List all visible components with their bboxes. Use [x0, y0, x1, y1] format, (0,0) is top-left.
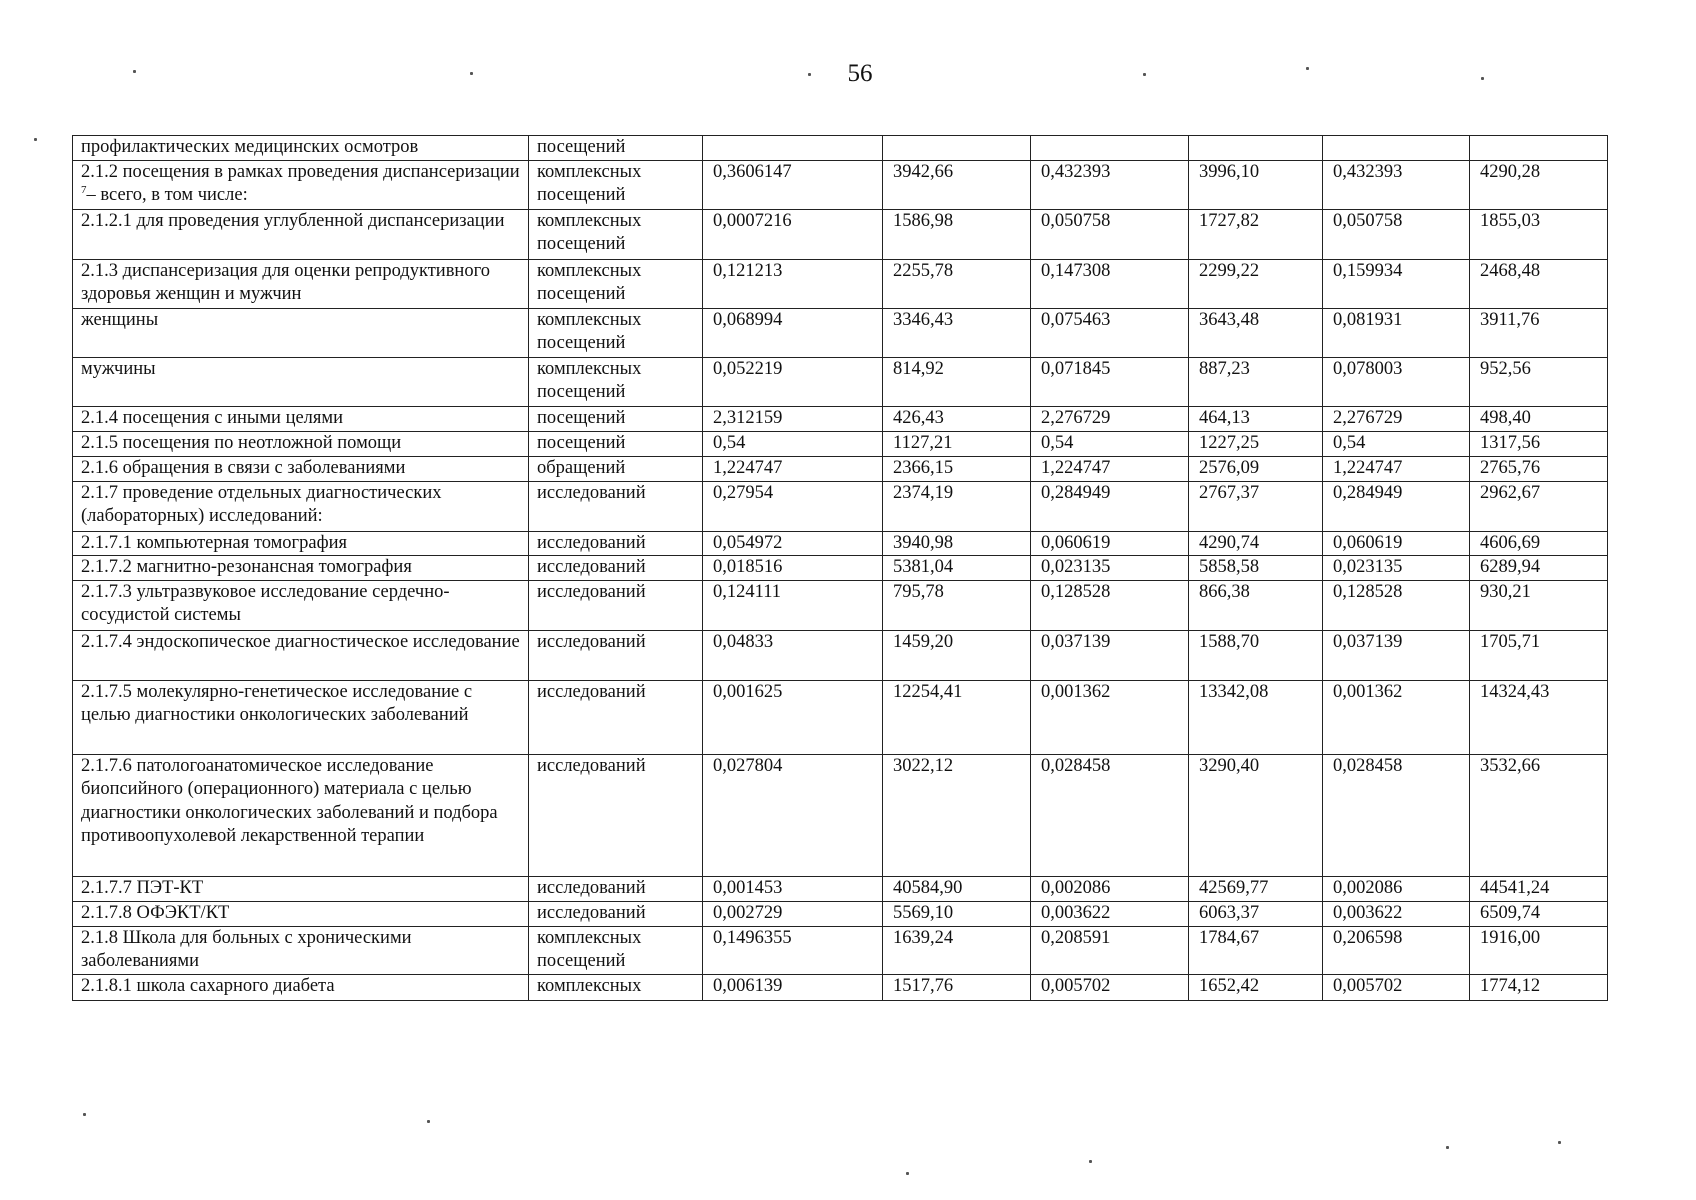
scan-speck — [1446, 1146, 1449, 1149]
unit-cell: комплексных посещений — [529, 259, 703, 308]
indicator-name: 2.1.8 Школа для больных с хроническими заболеваниями — [81, 927, 412, 971]
norm-volume-cell: 0,054972 — [703, 531, 883, 556]
indicator-name: 2.1.7.1 компьютерная томография — [81, 532, 348, 553]
norm-cost-cell: 14324,43 — [1470, 680, 1608, 754]
norm-cost-cell: 1639,24 — [883, 926, 1031, 974]
norm-volume-cell: 0,075463 — [1031, 308, 1189, 357]
scan-speck — [1306, 67, 1309, 70]
indicator-name: 2.1.2.1 для проведения углубленной диспансеризации — [81, 210, 505, 231]
scan-speck — [1481, 77, 1484, 80]
table-row — [73, 901, 1608, 926]
norm-cost-cell: 4290,74 — [1189, 531, 1323, 556]
norm-volume-cell: 0,04833 — [703, 630, 883, 680]
norm-volume-cell: 0,208591 — [1031, 926, 1189, 974]
indicator-cell — [73, 531, 529, 556]
norm-cost-cell: 1517,76 — [883, 974, 1031, 1000]
norm-volume-cell: 0,078003 — [1323, 357, 1470, 406]
norm-volume-cell: 0,027804 — [703, 754, 883, 876]
indicator-name: 2.1.3 диспансеризация для оценки репродуктивного здоровья женщин и мужчин — [81, 260, 490, 304]
scan-speck — [1143, 73, 1146, 76]
unit-cell: комплексных посещений — [529, 160, 703, 209]
indicator-name: 2.1.5 посещения по неотложной помощи — [81, 432, 402, 453]
norm-cost-cell: 426,43 — [883, 406, 1031, 431]
norm-cost-cell: 5858,58 — [1189, 556, 1323, 581]
norm-volume-cell: 2,276729 — [1323, 406, 1470, 431]
unit-cell: исследований — [529, 531, 703, 556]
norm-cost-cell: 3022,12 — [883, 754, 1031, 876]
indicator-name: 2.1.7.5 молекулярно-генетическое исследование с целью диагностики онкологических заболеваний — [81, 681, 473, 725]
norm-volume-cell: 0,037139 — [1323, 630, 1470, 680]
norm-volume-cell: 0,432393 — [1031, 160, 1189, 209]
indicator-name: 2.1.7 проведение отдельных диагностических (лабораторных) исследований: — [81, 482, 442, 526]
norm-volume-cell — [1323, 136, 1470, 161]
indicator-name: 2.1.7.7 ПЭТ-КТ — [81, 877, 204, 898]
table-row — [73, 580, 1608, 630]
unit-cell: комплексных — [529, 974, 703, 1000]
norm-cost-cell: 40584,90 — [883, 876, 1031, 901]
scan-speck — [34, 138, 37, 141]
norm-volume-cell: 0,284949 — [1323, 481, 1470, 531]
norm-cost-cell: 866,38 — [1189, 580, 1323, 630]
norm-cost-cell: 3643,48 — [1189, 308, 1323, 357]
norm-volume-cell: 1,224747 — [703, 456, 883, 481]
norm-cost-cell: 2366,15 — [883, 456, 1031, 481]
norm-cost-cell: 2767,37 — [1189, 481, 1323, 531]
norm-volume-cell: 2,312159 — [703, 406, 883, 431]
norm-cost-cell: 2962,67 — [1470, 481, 1608, 531]
indicator-cell — [73, 259, 529, 308]
norm-cost-cell: 13342,08 — [1189, 680, 1323, 754]
scan-speck — [808, 73, 811, 76]
norm-volume-cell: 0,432393 — [1323, 160, 1470, 209]
norm-cost-cell: 3290,40 — [1189, 754, 1323, 876]
norm-cost-cell: 1727,82 — [1189, 209, 1323, 259]
table-row — [73, 556, 1608, 581]
scan-speck — [1089, 1160, 1092, 1163]
norm-volume-cell: 0,071845 — [1031, 357, 1189, 406]
norm-cost-cell: 3532,66 — [1470, 754, 1608, 876]
norm-cost-cell: 2468,48 — [1470, 259, 1608, 308]
scan-speck — [83, 1113, 86, 1116]
norm-cost-cell: 498,40 — [1470, 406, 1608, 431]
norm-volume-cell: 0,018516 — [703, 556, 883, 581]
unit-cell: посещений — [529, 406, 703, 431]
indicator-cell — [73, 209, 529, 259]
norm-cost-cell: 6289,94 — [1470, 556, 1608, 581]
norm-cost-cell: 4290,28 — [1470, 160, 1608, 209]
scan-speck — [906, 1172, 909, 1175]
norm-cost-cell: 930,21 — [1470, 580, 1608, 630]
indicator-name: профилактических медицинских осмотров — [81, 137, 419, 157]
norm-volume-cell: 0,128528 — [1323, 580, 1470, 630]
table-row — [73, 456, 1608, 481]
indicator-cell — [73, 926, 529, 974]
table-row — [73, 876, 1608, 901]
indicator-cell — [73, 680, 529, 754]
table-row — [73, 630, 1608, 680]
norm-volume-cell: 0,052219 — [703, 357, 883, 406]
unit-cell: исследований — [529, 876, 703, 901]
norm-volume-cell: 0,068994 — [703, 308, 883, 357]
norm-volume-cell: 0,206598 — [1323, 926, 1470, 974]
scan-speck — [470, 72, 473, 75]
indicator-name: 2.1.8.1 школа сахарного диабета — [81, 975, 335, 996]
footnote-mark: 7 — [81, 183, 87, 196]
norm-volume-cell — [703, 136, 883, 161]
norm-volume-cell: 0,060619 — [1031, 531, 1189, 556]
norm-cost-cell: 5569,10 — [883, 901, 1031, 926]
norm-cost-cell: 5381,04 — [883, 556, 1031, 581]
norm-cost-cell: 1317,56 — [1470, 431, 1608, 456]
norm-volume-cell: 0,050758 — [1031, 209, 1189, 259]
norm-volume-cell: 0,005702 — [1031, 974, 1189, 1000]
indicator-cell — [73, 901, 529, 926]
norm-volume-cell: 0,3606147 — [703, 160, 883, 209]
unit-cell: комплексных посещений — [529, 308, 703, 357]
norm-cost-cell: 2576,09 — [1189, 456, 1323, 481]
norm-cost-cell: 464,13 — [1189, 406, 1323, 431]
table-row — [73, 357, 1608, 406]
norm-volume-cell: 0,1496355 — [703, 926, 883, 974]
table-row — [73, 209, 1608, 259]
indicator-cell — [73, 308, 529, 357]
norm-volume-cell — [1031, 136, 1189, 161]
norm-volume-cell: 0,001625 — [703, 680, 883, 754]
indicator-cell — [73, 876, 529, 901]
table-row — [73, 481, 1608, 531]
norm-volume-cell: 0,005702 — [1323, 974, 1470, 1000]
norm-volume-cell: 0,028458 — [1323, 754, 1470, 876]
indicator-cell — [73, 406, 529, 431]
norm-cost-cell: 3996,10 — [1189, 160, 1323, 209]
norm-volume-cell: 0,128528 — [1031, 580, 1189, 630]
indicator-cell — [73, 630, 529, 680]
unit-cell: посещений — [529, 431, 703, 456]
norm-volume-cell: 0,002086 — [1031, 876, 1189, 901]
norm-volume-cell: 0,159934 — [1323, 259, 1470, 308]
indicator-name: мужчины — [81, 358, 156, 379]
indicator-cell — [73, 357, 529, 406]
table-row — [73, 926, 1608, 974]
norm-cost-cell: 3942,66 — [883, 160, 1031, 209]
unit-cell: исследований — [529, 556, 703, 581]
norm-cost-cell — [883, 136, 1031, 161]
norm-cost-cell: 952,56 — [1470, 357, 1608, 406]
norm-volume-cell: 0,050758 — [1323, 209, 1470, 259]
table-row — [73, 680, 1608, 754]
norm-volume-cell: 0,060619 — [1323, 531, 1470, 556]
norm-volume-cell: 0,002729 — [703, 901, 883, 926]
norm-cost-cell: 1916,00 — [1470, 926, 1608, 974]
unit-cell: исследований — [529, 680, 703, 754]
unit-cell: комплексных посещений — [529, 357, 703, 406]
norm-volume-cell: 1,224747 — [1031, 456, 1189, 481]
norm-volume-cell: 0,27954 — [703, 481, 883, 531]
norm-volume-cell: 0,006139 — [703, 974, 883, 1000]
norm-cost-cell: 3911,76 — [1470, 308, 1608, 357]
norm-cost-cell: 1705,71 — [1470, 630, 1608, 680]
norm-cost-cell: 42569,77 — [1189, 876, 1323, 901]
unit-cell: обращений — [529, 456, 703, 481]
indicator-name: 2.1.7.4 эндоскопическое диагностическое исследование — [81, 631, 520, 652]
norm-cost-cell: 887,23 — [1189, 357, 1323, 406]
table-row — [73, 259, 1608, 308]
norm-cost-cell: 3940,98 — [883, 531, 1031, 556]
indicator-name: 2.1.7.2 магнитно-резонансная томография — [81, 557, 412, 577]
norm-cost-cell: 1588,70 — [1189, 630, 1323, 680]
norm-cost-cell: 1855,03 — [1470, 209, 1608, 259]
norm-volume-cell: 0,001362 — [1031, 680, 1189, 754]
norm-volume-cell: 2,276729 — [1031, 406, 1189, 431]
norms-table — [72, 135, 1608, 1001]
norm-cost-cell: 2374,19 — [883, 481, 1031, 531]
unit-cell: исследований — [529, 580, 703, 630]
norm-volume-cell: 0,54 — [1323, 431, 1470, 456]
norm-volume-cell: 1,224747 — [1323, 456, 1470, 481]
indicator-name: 2.1.4 посещения с иными целями — [81, 407, 344, 428]
unit-cell: исследований — [529, 901, 703, 926]
unit-cell: комплексных посещений — [529, 209, 703, 259]
norm-volume-cell: 0,003622 — [1323, 901, 1470, 926]
indicator-name: женщины — [81, 309, 159, 330]
indicator-name-continuation: – всего, в том числе: — [86, 185, 248, 205]
indicator-name: 2.1.6 обращения в связи с заболеваниями — [81, 457, 406, 478]
indicator-name: 2.1.7.8 ОФЭКТ/КТ — [81, 902, 230, 923]
norm-volume-cell: 0,284949 — [1031, 481, 1189, 531]
norm-cost-cell: 1774,12 — [1470, 974, 1608, 1000]
norm-volume-cell: 0,003622 — [1031, 901, 1189, 926]
norm-cost-cell: 814,92 — [883, 357, 1031, 406]
indicator-cell — [73, 456, 529, 481]
norm-volume-cell: 0,023135 — [1031, 556, 1189, 581]
norm-volume-cell: 0,124111 — [703, 580, 883, 630]
scan-speck — [1558, 1141, 1561, 1144]
norm-cost-cell: 1586,98 — [883, 209, 1031, 259]
unit-cell: посещений — [529, 136, 703, 161]
indicator-cell — [73, 136, 529, 161]
table-row — [73, 531, 1608, 556]
norm-volume-cell: 0,0007216 — [703, 209, 883, 259]
indicator-cell — [73, 974, 529, 1000]
table-row — [73, 308, 1608, 357]
indicator-cell — [73, 580, 529, 630]
norm-cost-cell: 1784,67 — [1189, 926, 1323, 974]
indicator-cell — [73, 431, 529, 456]
norm-volume-cell: 0,147308 — [1031, 259, 1189, 308]
norm-cost-cell: 1127,21 — [883, 431, 1031, 456]
indicator-cell — [73, 754, 529, 876]
norm-cost-cell: 1652,42 — [1189, 974, 1323, 1000]
norm-cost-cell: 2765,76 — [1470, 456, 1608, 481]
table-row — [73, 754, 1608, 876]
table-row — [73, 136, 1608, 161]
page-number: 56 — [847, 60, 873, 87]
norm-volume-cell: 0,001362 — [1323, 680, 1470, 754]
indicator-name: 2.1.2 посещения в рамках проведения диспансеризации — [81, 161, 520, 182]
norm-volume-cell: 0,028458 — [1031, 754, 1189, 876]
norm-volume-cell: 0,023135 — [1323, 556, 1470, 581]
norm-volume-cell: 0,081931 — [1323, 308, 1470, 357]
norm-cost-cell: 12254,41 — [883, 680, 1031, 754]
norm-volume-cell: 0,001453 — [703, 876, 883, 901]
norm-cost-cell — [1189, 136, 1323, 161]
indicator-cell — [73, 160, 529, 209]
indicator-name: 2.1.7.6 патологоанатомическое исследование биопсийного (операционного) материала с целью диагностики онкологических заболеваний и подбора противоопухолевой лекарственной терапии — [81, 755, 498, 846]
unit-cell: исследований — [529, 630, 703, 680]
norm-volume-cell: 0,037139 — [1031, 630, 1189, 680]
unit-cell: исследований — [529, 754, 703, 876]
table-row — [73, 406, 1608, 431]
norm-volume-cell: 0,002086 — [1323, 876, 1470, 901]
unit-cell: комплексных посещений — [529, 926, 703, 974]
table-row — [73, 974, 1608, 1000]
norm-cost-cell: 795,78 — [883, 580, 1031, 630]
norm-cost-cell — [1470, 136, 1608, 161]
norm-cost-cell: 4606,69 — [1470, 531, 1608, 556]
unit-cell: исследований — [529, 481, 703, 531]
indicator-cell — [73, 556, 529, 581]
table-row — [73, 431, 1608, 456]
norm-cost-cell: 6509,74 — [1470, 901, 1608, 926]
norm-cost-cell: 44541,24 — [1470, 876, 1608, 901]
norm-cost-cell: 2299,22 — [1189, 259, 1323, 308]
norm-volume-cell: 0,54 — [1031, 431, 1189, 456]
norm-cost-cell: 2255,78 — [883, 259, 1031, 308]
scan-speck — [133, 70, 136, 73]
indicator-cell — [73, 481, 529, 531]
table-row — [73, 160, 1608, 209]
table-body — [73, 136, 1608, 1001]
norm-cost-cell: 3346,43 — [883, 308, 1031, 357]
norm-cost-cell: 6063,37 — [1189, 901, 1323, 926]
indicator-name: 2.1.7.3 ультразвуковое исследование сердечно-сосудистой системы — [81, 581, 450, 625]
scan-speck — [427, 1120, 430, 1123]
norm-cost-cell: 1459,20 — [883, 630, 1031, 680]
norm-volume-cell: 0,54 — [703, 431, 883, 456]
norm-cost-cell: 1227,25 — [1189, 431, 1323, 456]
norm-volume-cell: 0,121213 — [703, 259, 883, 308]
